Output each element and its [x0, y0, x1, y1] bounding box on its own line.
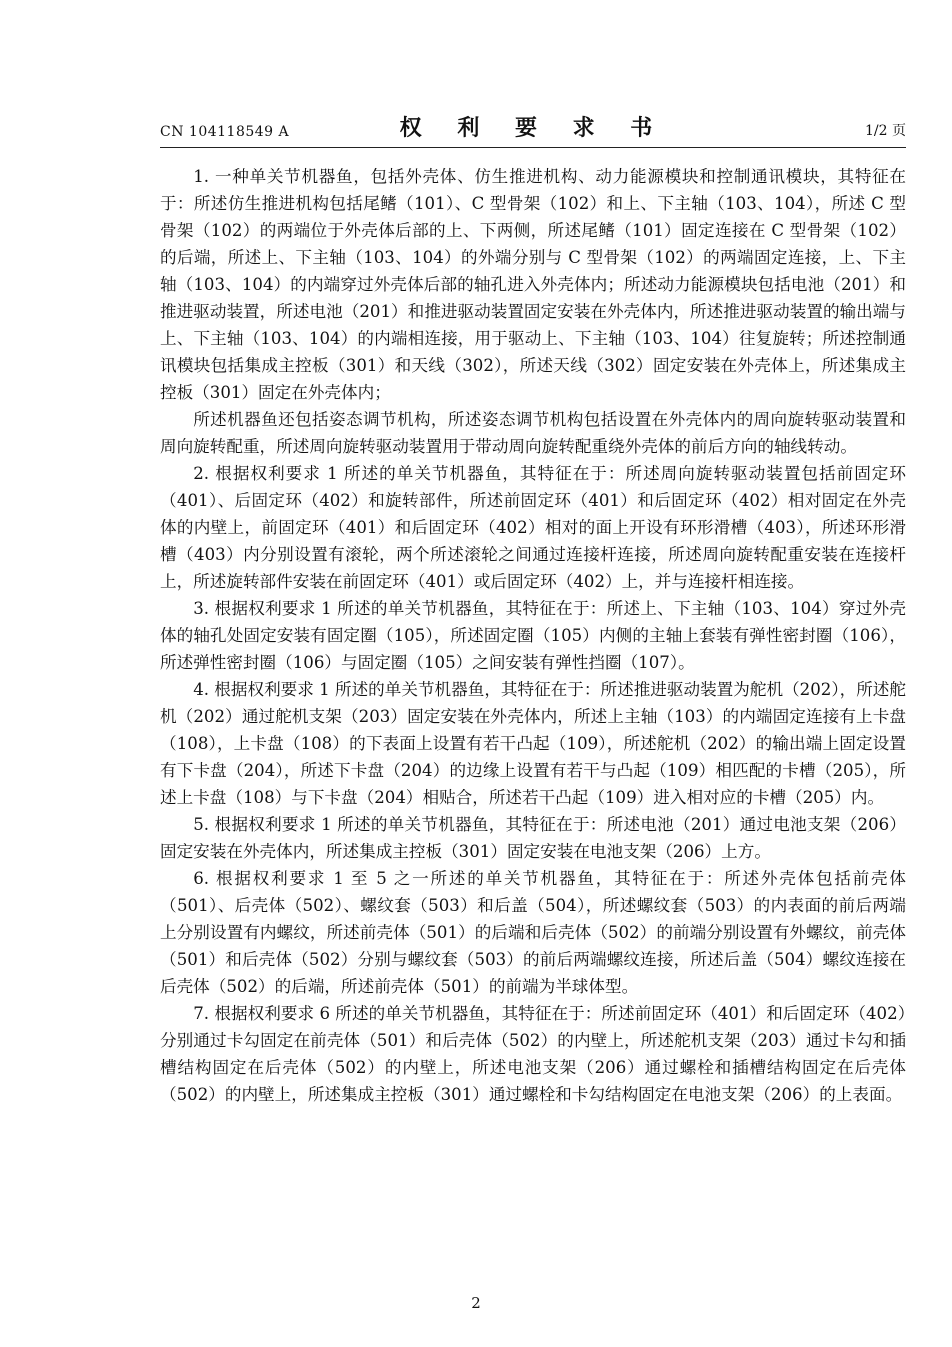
claim-1: 1. 一种单关节机器鱼，包括外壳体、仿生推进机构、动力能源模块和控制通讯模块，其特征在于：所述仿生推进机构包括尾鳍（101）、C 型骨架（102）和上、下主轴（103、104），所述 C 型骨架（102）的两端位于外壳体后部的上、下两侧，所述尾鳍（101）固定连接在 C 型骨架（102）的后端，所述上、下主轴（103、104）的外端分别与 C 型骨架（102）的两端固定连接，上、下主轴（103、104）的内端穿过外壳体后部的轴孔进入外壳体内；所述动力能源模块包括电池（201）和推进驱动装置，所述电池（201）和推进驱动装置固定安装在外壳体内，所述推进驱动装置的输出端与上、下主轴（103、104）的内端相连接，用于驱动上、下主轴（103、104）往复旋转；所述控制通讯模块包括集成主控板（301）和天线（302），所述天线（302）固定安装在外壳体上，所述集成主控板（301）固定在外壳体内； — [160, 167, 906, 402]
publication-number: CN 104118549 A — [160, 124, 290, 140]
claim-4: 4. 根据权利要求 1 所述的单关节机器鱼，其特征在于：所述推进驱动装置为舵机（202），所述舵机（202）通过舵机支架（203）固定安装在外壳体内，所述上主轴（103）的内端固定连接有上卡盘（108），上卡盘（108）的下表面上设置有若干凸起（109），所述舵机（202）的输出端上固定设置有下卡盘（204），所述下卡盘（204）的边缘上设置有若干与凸起（109）相匹配的卡槽（205），所述上卡盘（108）与下卡盘（204）相贴合，所述若干凸起（109）进入相对应的卡槽（205）内。 — [160, 680, 906, 807]
header-rule — [160, 147, 906, 148]
document-title: 权 利 要 求 书 — [399, 115, 667, 141]
claim-6: 6. 根据权利要求 1 至 5 之一所述的单关节机器鱼，其特征在于：所述外壳体包括前壳体（501）、后壳体（502）、螺纹套（503）和后盖（504），所述螺纹套（503）的内表面的前后两端上分别设置有内螺纹，所述前壳体（501）的后端和后壳体（502）的前端分别设置有外螺纹，前壳体（501）和后壳体（502）分别与螺纹套（503）的前后两端螺纹连接，所述后盖（504）螺纹连接在后壳体（502）的后端，所述前壳体（501）的前端为半球体型。 — [160, 869, 906, 996]
claim-3: 3. 根据权利要求 1 所述的单关节机器鱼，其特征在于：所述上、下主轴（103、104）穿过外壳体的轴孔处固定安装有固定圈（105），所述固定圈（105）内侧的主轴上套装有弹性密封圈（106），所述弹性密封圈（106）与固定圈（105）之间安装有弹性挡圈（107）。 — [160, 599, 906, 672]
claim-1-continued: 所述机器鱼还包括姿态调节机构，所述姿态调节机构包括设置在外壳体内的周向旋转驱动装置和周向旋转配重，所述周向旋转驱动装置用于带动周向旋转配重绕外壳体的前后方向的轴线转动。 — [160, 410, 906, 456]
page-number: 2 — [471, 1294, 481, 1312]
page-indicator: 1/2 页 — [865, 123, 906, 139]
claims-body — [160, 163, 906, 1108]
page-header — [160, 112, 906, 146]
claim-2: 2. 根据权利要求 1 所述的单关节机器鱼，其特征在于：所述周向旋转驱动装置包括前固定环（401）、后固定环（402）和旋转部件，所述前固定环（401）和后固定环（402）相对固定在外壳体的内壁上，前固定环（401）和后固定环（402）相对的面上开设有环形滑槽（403），所述环形滑槽（403）内分别设置有滚轮，两个所述滚轮之间通过连接杆连接，所述周向旋转配重安装在连接杆上，所述旋转部件安装在前固定环（401）或后固定环（402）上，并与连接杆相连接。 — [160, 464, 906, 591]
claim-7: 7. 根据权利要求 6 所述的单关节机器鱼，其特征在于：所述前固定环（401）和后固定环（402）分别通过卡勾固定在前壳体（501）和后壳体（502）的内壁上，所述舵机支架（203）通过卡勾和插槽结构固定在后壳体（502）的内壁上，所述电池支架（206）通过螺栓和插槽结构固定在后壳体（502）的内壁上，所述集成主控板（301）通过螺栓和卡勾结构固定在电池支架（206）的上表面。 — [160, 1004, 906, 1104]
claim-5: 5. 根据权利要求 1 所述的单关节机器鱼，其特征在于：所述电池（201）通过电池支架（206）固定安装在外壳体内，所述集成主控板（301）固定安装在电池支架（206）上方。 — [160, 815, 906, 861]
